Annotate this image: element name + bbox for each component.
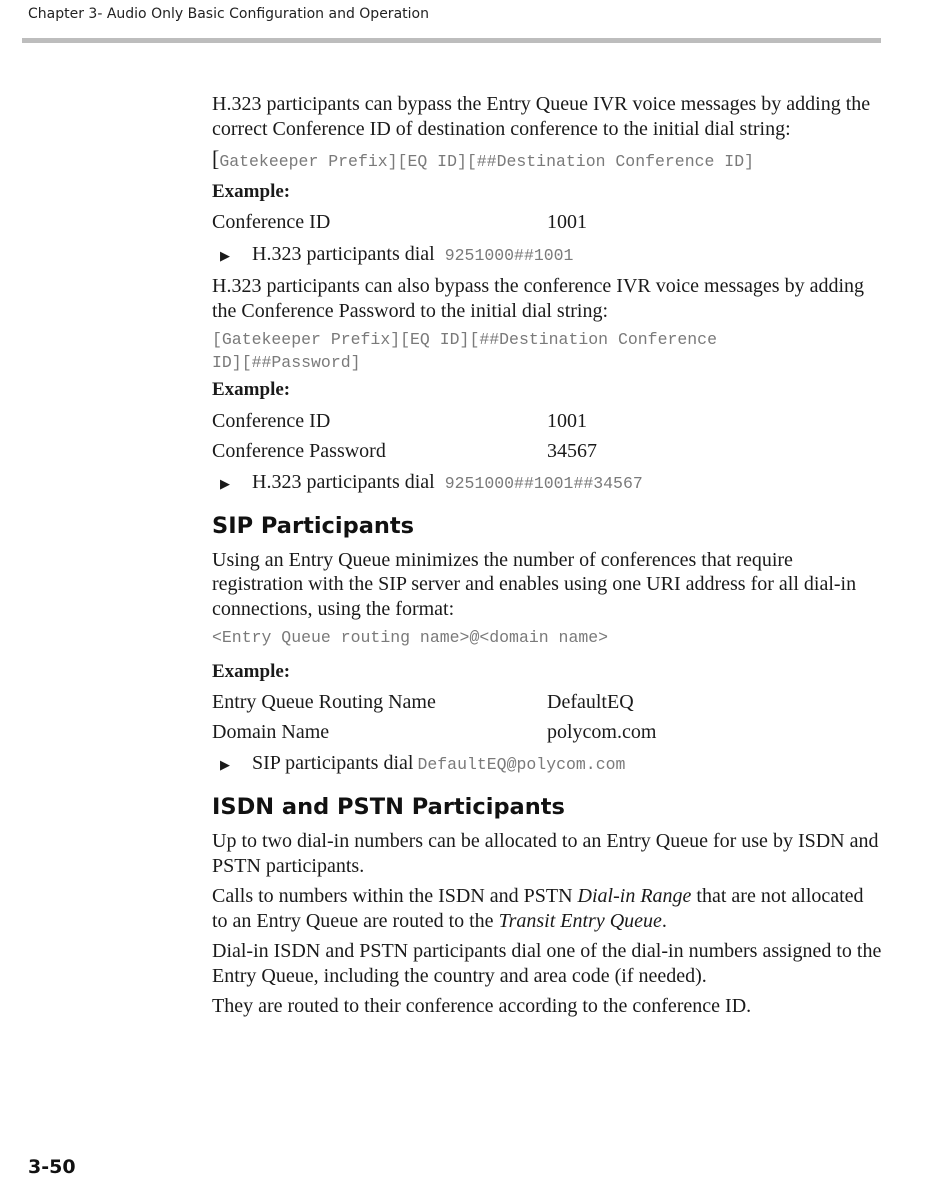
dial-code: 9251000##1001 — [444, 246, 574, 265]
transit-entry-queue-term: Transit Entry Queue — [498, 909, 662, 932]
example-value: 1001 — [547, 409, 587, 432]
example-row — [212, 690, 882, 714]
right-triangle-icon: ▶ — [220, 248, 230, 263]
isdn-paragraph-3: Dial-in ISDN and PSTN participants dial one of the dial-in numbers assigned to the Entry Queue, including the country and area code (if needed). — [212, 940, 882, 987]
dial-bullet — [212, 751, 882, 777]
example-key: Conference Password — [212, 439, 386, 462]
text-run: that are not allocated to an Entry Queue are routed to the — [212, 885, 864, 932]
h323-format-string — [212, 148, 882, 174]
dial-in-range-term: Dial-in Range — [577, 885, 692, 907]
dial-code: DefaultEQ@polycom.com — [417, 755, 626, 774]
example-key: Domain Name — [212, 721, 330, 743]
isdn-paragraph-2 — [212, 884, 882, 933]
example-key: Entry Queue Routing Name — [212, 691, 436, 713]
example-label: Example: — [212, 660, 291, 682]
h323-intro-paragraph: H.323 participants can bypass the Entry Queue IVR voice messages by adding the correct Conference ID of destination conference to the initial dial string: — [212, 93, 871, 140]
right-triangle-icon: ▶ — [220, 475, 230, 491]
dial-bullet — [212, 470, 882, 496]
format-rest: Gatekeeper Prefix][EQ ID][##Destination Conference ID] — [219, 152, 755, 171]
example-key: Conference ID — [212, 409, 331, 432]
example-row — [212, 409, 882, 433]
page-number: 3-50 — [28, 1156, 76, 1178]
dial-label: H.323 participants dial — [252, 243, 435, 265]
example-row — [212, 439, 882, 463]
h323-format2-line1: [Gatekeeper Prefix][EQ ID][##Destination Conference — [212, 330, 717, 349]
isdn-paragraph-1: Up to two dial-in numbers can be allocated to an Entry Queue for use by ISDN and PSTN participants. — [212, 830, 879, 877]
dial-code: 9251000##1001##34567 — [444, 473, 643, 493]
example-value: DefaultEQ — [547, 691, 634, 713]
sip-intro-paragraph: Using an Entry Queue minimizes the number of conferences that require registration with the SIP server and enables using one URI address for all dial-in connections, using the format: — [212, 548, 857, 620]
text-run: Calls to numbers within the ISDN and PSTN — [212, 885, 578, 907]
right-triangle-icon: ▶ — [220, 757, 230, 772]
h323-intro2-paragraph: H.323 participants can also bypass the conference IVR voice messages by adding the Conference Password to the initial dial string: — [212, 275, 865, 322]
chapter-header: Chapter 3- Audio Only Basic Configuration and Operation — [28, 6, 429, 22]
section-heading-sip: SIP Participants — [212, 512, 415, 539]
example-key: Conference ID — [212, 211, 331, 233]
sip-format-string: <Entry Queue routing name>@<domain name> — [212, 628, 609, 647]
example-value: 1001 — [547, 211, 587, 233]
h323-format2-line2: ID][##Password] — [212, 352, 361, 372]
page-content — [212, 92, 882, 1019]
example-value: polycom.com — [547, 721, 657, 743]
header-rule — [22, 38, 881, 43]
example-label: Example: — [212, 379, 291, 400]
dial-label: SIP participants dial — [252, 752, 414, 774]
example-row — [212, 210, 882, 234]
example-value: 34567 — [547, 439, 597, 462]
section-heading-isdn: ISDN and PSTN Participants — [212, 794, 565, 820]
example-row — [212, 720, 882, 744]
dial-label: H.323 participants dial — [252, 470, 435, 493]
format-bracket: [ — [212, 146, 220, 171]
dial-bullet — [212, 242, 882, 268]
isdn-paragraph-4: They are routed to their conference according to the conference ID. — [212, 995, 752, 1017]
text-run: . — [661, 909, 667, 932]
example-label: Example: — [212, 180, 291, 202]
